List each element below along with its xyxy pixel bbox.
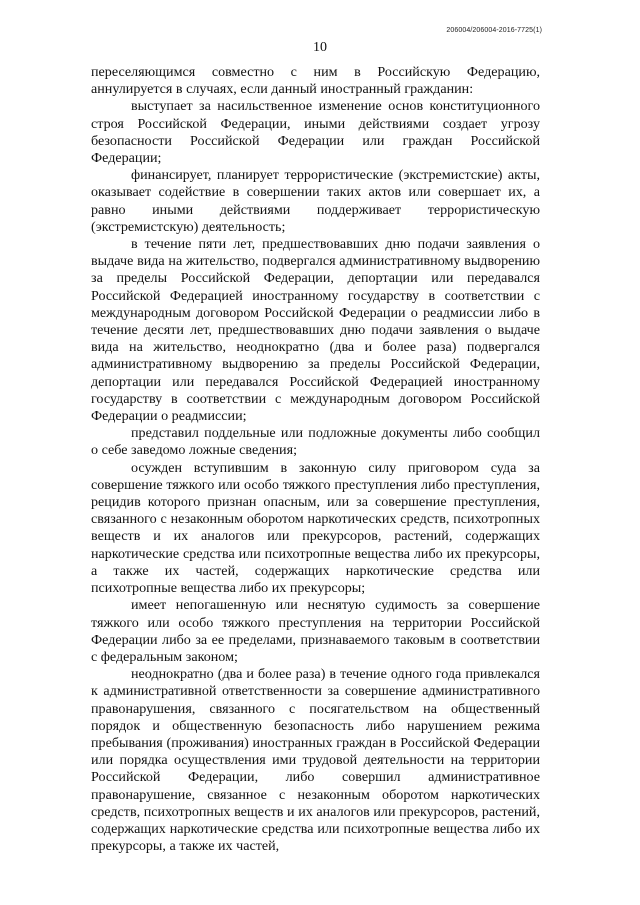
paragraph: осужден вступившим в законную силу приговором суда за совершение тяжкого или особо тяжкого преступления либо преступления, рецидив которого признан опасным, или за совершение преступления, связанного с незаконным оборотом наркотических средств, психотропных веществ и их аналогов или прекурсоров, растений, содержащих наркотические средства или психотропные вещества либо их прекурсоры, а также их частей, содержащих наркотические средства или психотропные вещества либо их прекурсоры; (91, 459, 540, 597)
paragraph: переселяющимся совместно с ним в Российскую Федерацию, аннулируется в случаях, если данный иностранный гражданин: (91, 64, 540, 98)
paragraph: неоднократно (два и более раза) в течение одного года привлекался к административной ответственности за совершение административного правонарушения, связанного с посягательством на общественный порядок и общественную безопасность либо нарушением режима пребывания (проживания) иностранных граждан в Российской Федерации или порядка осуществления ими трудовой деятельности на территории Российской Федерации, либо совершил административное правонарушение, связанное с незаконным оборотом наркотических средств, психотропных веществ и их аналогов или прекурсоров, растений, содержащих наркотические средства или психотропные вещества либо их прекурсоры, а также их частей, (91, 666, 540, 855)
paragraph: имеет непогашенную или неснятую судимость за совершение тяжкого или особо тяжкого преступления на территории Российской Федерации либо за ее пределами, признаваемого таковым в соответствии с федеральным законом; (91, 597, 540, 665)
document-body (91, 64, 540, 855)
paragraph: финансирует, планирует террористические (экстремистские) акты, оказывает содействие в совершении таких актов или совершает их, а равно иными действиями поддерживает террористическую (экстремистскую) деятельность; (91, 167, 540, 235)
paragraph: представил поддельные или подложные документы либо сообщил о себе заведомо ложные сведения; (91, 425, 540, 459)
page-number: 10 (313, 40, 327, 55)
paragraph: в течение пяти лет, предшествовавших дню подачи заявления о выдаче вида на жительство, подвергался административному выдворению за пределы Российской Федерации, депортации или передавался Российской Федерацией иностранному государству в соответствии с международным договором Российской Федерации о реадмиссии либо в течение десяти лет, предшествовавших дню подачи заявления о выдаче вида на жительство, неоднократно (два и более раза) подвергался административному выдворению за пределы Российской Федерации, депортации или передавался Российской Федерацией иностранному государству в соответствии с международным договором Российской Федерации о реадмиссии; (91, 236, 540, 425)
document-id: 206004/206004-2016-7725(1) (446, 27, 542, 34)
paragraph: выступает за насильственное изменение основ конституционного строя Российской Федерации, иными действиями создает угрозу безопасности Российской Федерации или граждан Российской Федерации; (91, 98, 540, 167)
